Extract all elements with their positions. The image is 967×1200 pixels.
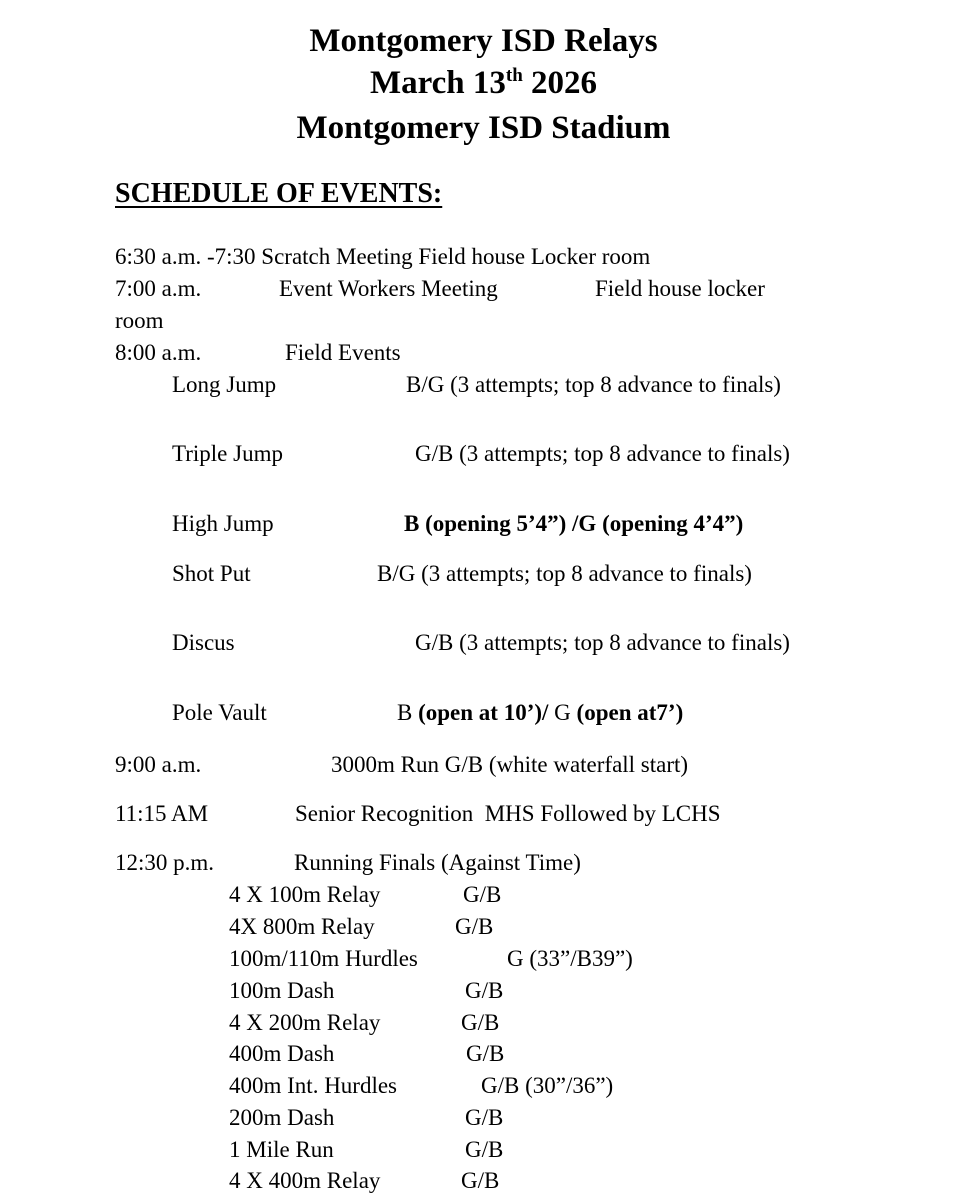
event-details: B (opening 5’4”) /G (opening 4’4”) bbox=[404, 511, 744, 536]
schedule-heading: SCHEDULE OF EVENTS: bbox=[115, 178, 443, 209]
time: 8:00 a.m. bbox=[115, 340, 202, 365]
event-details: B/G (3 attempts; top 8 advance to finals) bbox=[406, 372, 781, 397]
time: 9:00 a.m. bbox=[115, 752, 202, 777]
schedule-row-scratch bbox=[115, 243, 650, 271]
race-name: 4 X 200m Relay bbox=[229, 1010, 381, 1035]
event-details: G/B (3 attempts; top 8 advance to finals) bbox=[415, 441, 790, 466]
event-name: Long Jump bbox=[172, 372, 277, 397]
race-division: G/B bbox=[465, 1105, 504, 1130]
race-division: G/B bbox=[466, 1041, 505, 1066]
race-division: G/B bbox=[455, 914, 494, 939]
event: Running Finals (Against Time) bbox=[294, 850, 581, 875]
race-name: 4X 800m Relay bbox=[229, 914, 375, 939]
location: Field house Locker room bbox=[418, 244, 651, 269]
race-name: 4 X 400m Relay bbox=[229, 1168, 381, 1193]
race-division: G/B bbox=[461, 1010, 500, 1035]
race-name: 400m Int. Hurdles bbox=[229, 1073, 398, 1098]
event-details: B/G (3 attempts; top 8 advance to finals) bbox=[377, 561, 752, 586]
event-name: Pole Vault bbox=[172, 700, 267, 725]
meet-venue: Montgomery ISD Stadium bbox=[296, 110, 671, 146]
race-name: 100m Dash bbox=[229, 978, 335, 1003]
boys-label: B bbox=[397, 700, 413, 725]
event: Senior Recognition MHS Followed by LCHS bbox=[295, 801, 721, 826]
time: 7:00 a.m. bbox=[115, 276, 202, 301]
date-day: March 13 bbox=[369, 65, 506, 101]
girls-opening: (open at7’) bbox=[576, 700, 684, 725]
meet-title: Montgomery ISD Relays bbox=[309, 23, 658, 59]
event-details bbox=[397, 699, 683, 727]
race-name: 4 X 100m Relay bbox=[229, 882, 381, 907]
race-division: G/B bbox=[465, 1137, 504, 1162]
event-name: Triple Jump bbox=[172, 441, 283, 466]
time: 11:15 AM bbox=[115, 801, 209, 826]
girls-label: G bbox=[554, 700, 571, 725]
event: Field Events bbox=[285, 340, 401, 365]
race-name: 400m Dash bbox=[229, 1041, 335, 1066]
event-name: Discus bbox=[172, 630, 235, 655]
time: 6:30 a.m. -7:30 bbox=[115, 244, 256, 269]
boys-opening: (open at 10’)/ bbox=[418, 700, 549, 725]
race-division: G (33”/B39”) bbox=[507, 946, 633, 971]
race-name: 200m Dash bbox=[229, 1105, 335, 1130]
race-name: 100m/110m Hurdles bbox=[229, 946, 418, 971]
event-name: High Jump bbox=[172, 511, 274, 536]
meet-date bbox=[0, 63, 967, 103]
race-name: 1 Mile Run bbox=[229, 1137, 334, 1162]
event: Scratch Meeting bbox=[261, 244, 413, 269]
time: 12:30 p.m. bbox=[115, 850, 215, 875]
race-division: G/B (30”/36”) bbox=[481, 1073, 614, 1098]
event: Event Workers Meeting bbox=[279, 276, 498, 301]
location-wrap: room bbox=[115, 308, 164, 333]
race-division: G/B bbox=[461, 1168, 500, 1193]
date-ordinal: th bbox=[505, 65, 523, 86]
race-division: G/B bbox=[463, 882, 502, 907]
event-name: Shot Put bbox=[172, 561, 251, 586]
event-details: G/B (3 attempts; top 8 advance to finals) bbox=[415, 630, 790, 655]
location: Field house locker bbox=[595, 276, 765, 301]
race-division: G/B bbox=[465, 978, 504, 1003]
event: 3000m Run G/B (white waterfall start) bbox=[331, 752, 689, 777]
date-year: 2026 bbox=[531, 65, 598, 101]
